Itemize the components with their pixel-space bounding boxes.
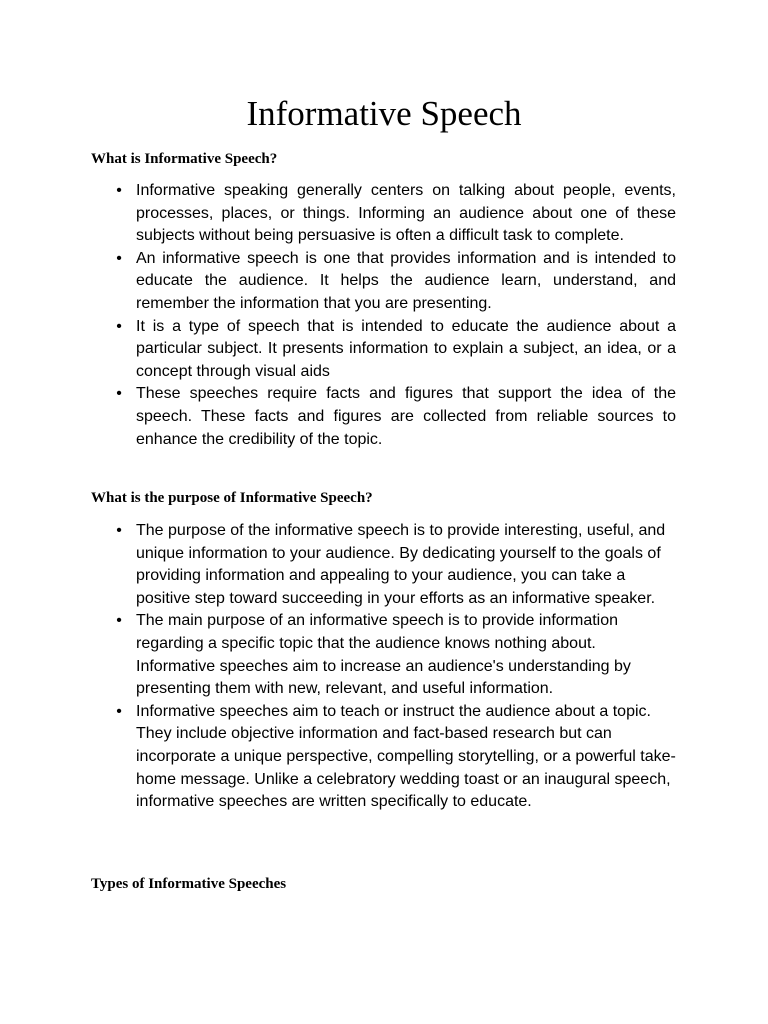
bullet-icon: • <box>116 702 122 720</box>
bullet-icon: • <box>116 385 122 403</box>
bullet-icon: • <box>116 612 122 630</box>
bullet-list-purpose <box>0 520 676 814</box>
list-item-text: Informative speaking generally centers on talking about people, events, processes, places, or things. Informing an audience about one of these subjects without being persuasive is often a difficult task to complete. <box>136 182 676 245</box>
list-item <box>0 520 676 610</box>
bullet-icon: • <box>116 249 122 267</box>
list-item <box>0 610 676 700</box>
list-item-text: It is a type of speech that is intended to educate the audience about a particular subject. It presents information to explain a subject, an idea, or a concept through visual aids <box>136 317 676 380</box>
section-heading-what-is: What is Informative Speech? <box>91 151 278 167</box>
list-item <box>0 383 676 451</box>
list-item <box>0 248 676 316</box>
list-item-text: An informative speech is one that provides information and is intended to educate the audience. It helps the audience learn, understand, and remember the information that you are presenting. <box>136 249 676 312</box>
list-item-text: These speeches require facts and figures that support the idea of the speech. These facts and figures are collected from reliable sources to enhance the credibility of the topic. <box>136 385 676 448</box>
list-item <box>0 316 676 384</box>
list-item-text: The purpose of the informative speech is to provide interesting, useful, and unique information to your audience. By dedicating yourself to the goals of providing information and appealing to your audience, you can take a positive step toward succeeding in your efforts as an informative speaker. <box>136 522 666 607</box>
bullet-icon: • <box>116 522 122 539</box>
list-item-text: Informative speeches aim to teach or instruct the audience about a topic. They include objective information and fact-based research but can incorporate a unique perspective, compelling storytelling, or a powerful take-home message. Unlike a celebratory wedding toast or an inaugural speech, informative speeches are written specifically to educate. <box>136 702 676 811</box>
bullet-icon: • <box>116 317 122 335</box>
bullet-list-what-is <box>0 180 676 451</box>
list-item <box>0 701 676 814</box>
list-item <box>0 180 676 248</box>
section-heading-purpose: What is the purpose of Informative Speech? <box>91 490 373 506</box>
bullet-icon: • <box>116 182 122 199</box>
list-item-text: The main purpose of an informative speech is to provide information regarding a specific topic that the audience knows nothing about. Informative speeches aim to increase an audience's understanding by presenting them with new, relevant, and useful information. <box>136 612 631 698</box>
section-heading-types: Types of Informative Speeches <box>91 876 287 892</box>
page-title: Informative Speech <box>246 94 522 133</box>
